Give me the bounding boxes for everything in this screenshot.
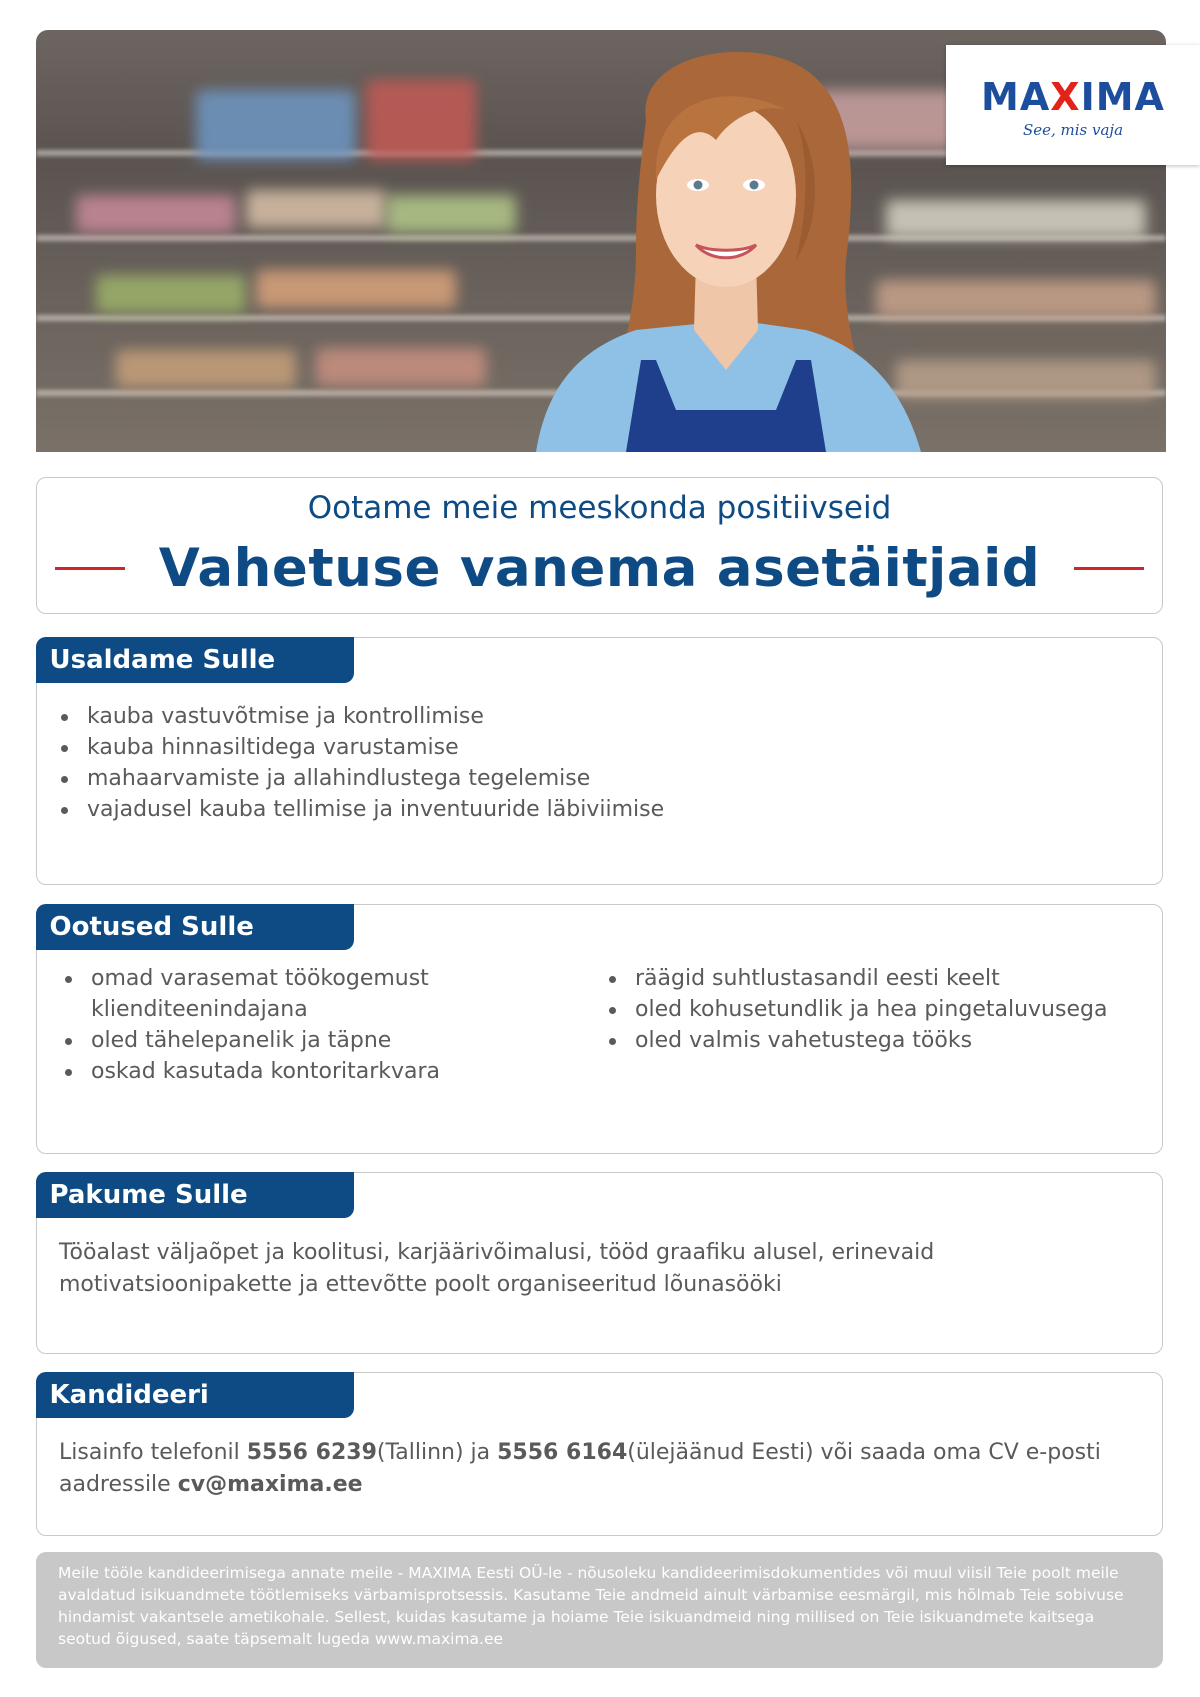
apply-text-part: Lisainfo telefonil xyxy=(59,1440,247,1465)
list-item: räägid suhtlustasandil eesti keelt xyxy=(605,963,1145,994)
expectations-list-left xyxy=(61,963,491,1087)
email-link[interactable]: cv@maxima.ee xyxy=(177,1472,363,1497)
section-offer-heading: Pakume Sulle xyxy=(36,1172,354,1218)
section-expectations xyxy=(36,904,1163,1154)
logo-slogan: See, mis vaja xyxy=(1022,121,1124,139)
section-trust xyxy=(36,637,1163,885)
maxima-logo xyxy=(946,45,1200,165)
job-title: Vahetuse vanema asetäitjaid xyxy=(158,538,1041,599)
list-item: oskad kasutada kontoritarkvara xyxy=(61,1056,491,1087)
list-item: oled kohusetundlik ja hea pingetaluvusega xyxy=(605,994,1145,1025)
expectations-list-right xyxy=(605,963,1145,1056)
phone-estonia[interactable]: 5556 6164 xyxy=(497,1440,628,1465)
offer-text: Tööalast väljaõpet ja koolitusi, karjäärivõimalusi, tööd graafiku alusel, erinevaid motivatsioonipakette ja ettevõtte poolt organiseeritud lõunasööki xyxy=(59,1240,935,1297)
privacy-disclaimer: Meile tööle kandideerimisega annate meile - MAXIMA Eesti OÜ-le - nõusoleku kandideerimisdokumentides või muul viisil Teie poolt meile avaldatud isikuandmete töötlemiseks värbamisprotsessis. Kasutame Teie andmeid ainult värbamise eesmärgil, mis hõlmab Teie sobivuse hindamist vakantsele ametikohale. Sellest, kuidas kasutame ja hoiame Teie isikuandmeid ning millised on Teie isikuandmete kaitsega seotud õigused, saate täpsemalt lugeda www.maxima.ee xyxy=(36,1552,1163,1668)
list-item: oled valmis vahetustega tööks xyxy=(605,1025,1145,1056)
list-item: vajadusel kauba tellimise ja inventuuride läbiviimise xyxy=(57,794,664,825)
apply-text-part: (Tallinn) ja xyxy=(376,1440,498,1465)
list-item: oled tähelepanelik ja täpne xyxy=(61,1025,491,1056)
section-offer xyxy=(36,1172,1163,1354)
headline-box xyxy=(36,477,1163,614)
list-item: kauba hinnasiltidega varustamise xyxy=(57,732,664,763)
phone-tallinn[interactable]: 5556 6239 xyxy=(246,1440,377,1465)
apply-text xyxy=(59,1437,1136,1501)
apply-text-part: (ülejäänud Eesti) või saada oma CV e-posti aadressile xyxy=(59,1440,1101,1497)
section-expectations-heading: Ootused Sulle xyxy=(36,904,354,950)
section-trust-heading: Usaldame Sulle xyxy=(36,637,354,683)
section-apply xyxy=(36,1372,1163,1536)
maxima-wordmark: MAXIMA xyxy=(981,75,1165,119)
trust-list xyxy=(57,701,664,825)
decorative-red-line-right xyxy=(1074,567,1144,570)
list-item: kauba vastuvõtmise ja kontrollimise xyxy=(57,701,664,732)
headline-subtitle: Ootame meie meeskonda positiivseid xyxy=(307,490,892,526)
section-apply-heading: Kandideeri xyxy=(36,1372,354,1418)
list-item: omad varasemat töökogemust klienditeenindajana xyxy=(61,963,491,1025)
list-item: mahaarvamiste ja allahindlustega tegelemise xyxy=(57,763,664,794)
